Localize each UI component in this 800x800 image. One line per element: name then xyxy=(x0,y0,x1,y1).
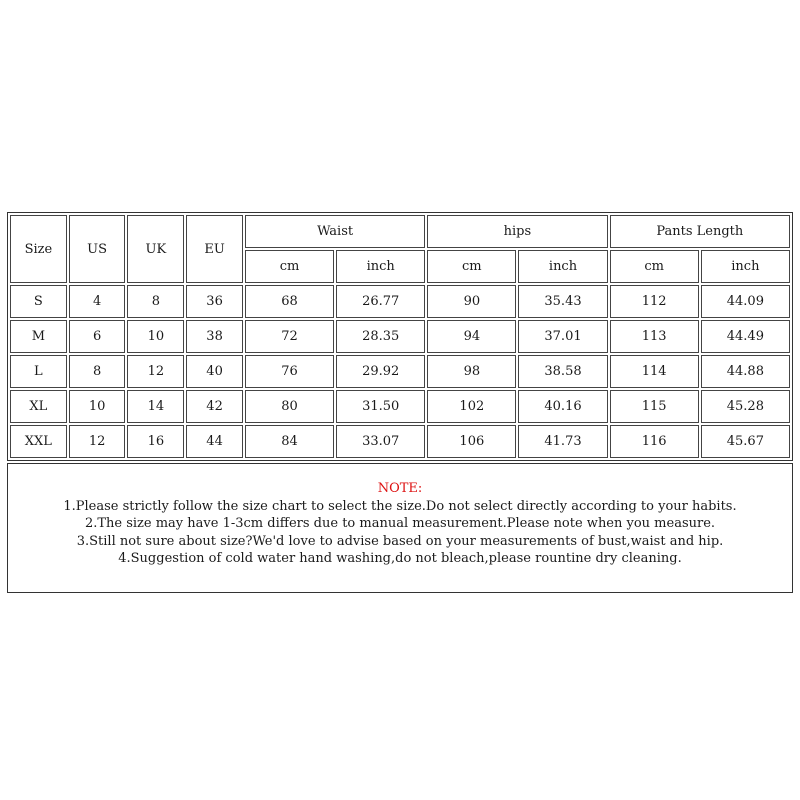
cell-hips-cm: 106 xyxy=(427,425,516,458)
header-waist: Waist xyxy=(245,215,425,248)
header-waist-cm: cm xyxy=(245,250,334,283)
header-us: US xyxy=(69,215,126,283)
note-line-3: 3.Still not sure about size?We'd love to advise based on your measurements of bust,waist and hip. xyxy=(76,533,724,549)
table-row xyxy=(10,355,790,388)
header-size: Size xyxy=(10,215,67,283)
header-eu: EU xyxy=(186,215,243,283)
cell-hips-cm: 102 xyxy=(427,390,516,423)
cell-us: 6 xyxy=(69,320,126,353)
cell-waist-cm: 72 xyxy=(245,320,334,353)
cell-pants-cm: 114 xyxy=(610,355,699,388)
cell-size: L xyxy=(10,355,67,388)
cell-eu: 36 xyxy=(186,285,243,318)
cell-hips-inch: 41.73 xyxy=(518,425,607,458)
header-hips: hips xyxy=(427,215,607,248)
cell-eu: 38 xyxy=(186,320,243,353)
size-chart xyxy=(7,212,793,593)
cell-hips-cm: 94 xyxy=(427,320,516,353)
cell-pants-cm: 116 xyxy=(610,425,699,458)
cell-uk: 14 xyxy=(127,390,184,423)
cell-pants-inch: 44.09 xyxy=(701,285,790,318)
table-row xyxy=(10,285,790,318)
cell-waist-inch: 29.92 xyxy=(336,355,425,388)
cell-pants-inch: 44.49 xyxy=(701,320,790,353)
cell-size: XXL xyxy=(10,425,67,458)
cell-waist-inch: 31.50 xyxy=(336,390,425,423)
header-hips-inch: inch xyxy=(518,250,607,283)
cell-hips-cm: 98 xyxy=(427,355,516,388)
cell-us: 8 xyxy=(69,355,126,388)
table-row xyxy=(10,425,790,458)
cell-pants-inch: 45.67 xyxy=(701,425,790,458)
note-line-2: 2.The size may have 1-3cm differs due to manual measurement.Please note when you measure. xyxy=(84,516,716,531)
cell-hips-inch: 35.43 xyxy=(518,285,607,318)
cell-hips-inch: 40.16 xyxy=(518,390,607,423)
cell-waist-inch: 28.35 xyxy=(336,320,425,353)
cell-size: XL xyxy=(10,390,67,423)
cell-hips-inch: 37.01 xyxy=(518,320,607,353)
header-uk: UK xyxy=(127,215,184,283)
cell-pants-cm: 113 xyxy=(610,320,699,353)
note-line-1: 1.Please strictly follow the size chart to select the size.Do not select directly according to your habits. xyxy=(63,498,737,514)
cell-waist-inch: 33.07 xyxy=(336,425,425,458)
header-waist-inch: inch xyxy=(336,250,425,283)
note-box xyxy=(7,463,793,593)
table-row xyxy=(10,390,790,423)
cell-waist-cm: 84 xyxy=(245,425,334,458)
cell-uk: 12 xyxy=(127,355,184,388)
header-row-top xyxy=(10,215,790,248)
cell-uk: 10 xyxy=(127,320,184,353)
cell-pants-cm: 112 xyxy=(610,285,699,318)
cell-waist-cm: 80 xyxy=(245,390,334,423)
cell-us: 10 xyxy=(69,390,126,423)
cell-size: M xyxy=(10,320,67,353)
header-pants-inch: inch xyxy=(701,250,790,283)
cell-waist-cm: 76 xyxy=(245,355,334,388)
cell-pants-inch: 45.28 xyxy=(701,390,790,423)
size-table xyxy=(7,212,793,461)
cell-eu: 40 xyxy=(186,355,243,388)
cell-hips-inch: 38.58 xyxy=(518,355,607,388)
cell-uk: 8 xyxy=(127,285,184,318)
cell-eu: 44 xyxy=(186,425,243,458)
cell-uk: 16 xyxy=(127,425,184,458)
cell-size: S xyxy=(10,285,67,318)
note-line-4: 4.Suggestion of cold water hand washing,do not bleach,please rountine dry cleaning. xyxy=(118,551,682,566)
cell-waist-cm: 68 xyxy=(245,285,334,318)
header-pants-cm: cm xyxy=(610,250,699,283)
cell-pants-cm: 115 xyxy=(610,390,699,423)
header-pants-length: Pants Length xyxy=(610,215,790,248)
table-row xyxy=(10,320,790,353)
cell-pants-inch: 44.88 xyxy=(701,355,790,388)
cell-us: 12 xyxy=(69,425,126,458)
cell-waist-inch: 26.77 xyxy=(336,285,425,318)
cell-hips-cm: 90 xyxy=(427,285,516,318)
cell-eu: 42 xyxy=(186,390,243,423)
cell-us: 4 xyxy=(69,285,126,318)
note-title: NOTE: xyxy=(377,481,423,496)
header-hips-cm: cm xyxy=(427,250,516,283)
